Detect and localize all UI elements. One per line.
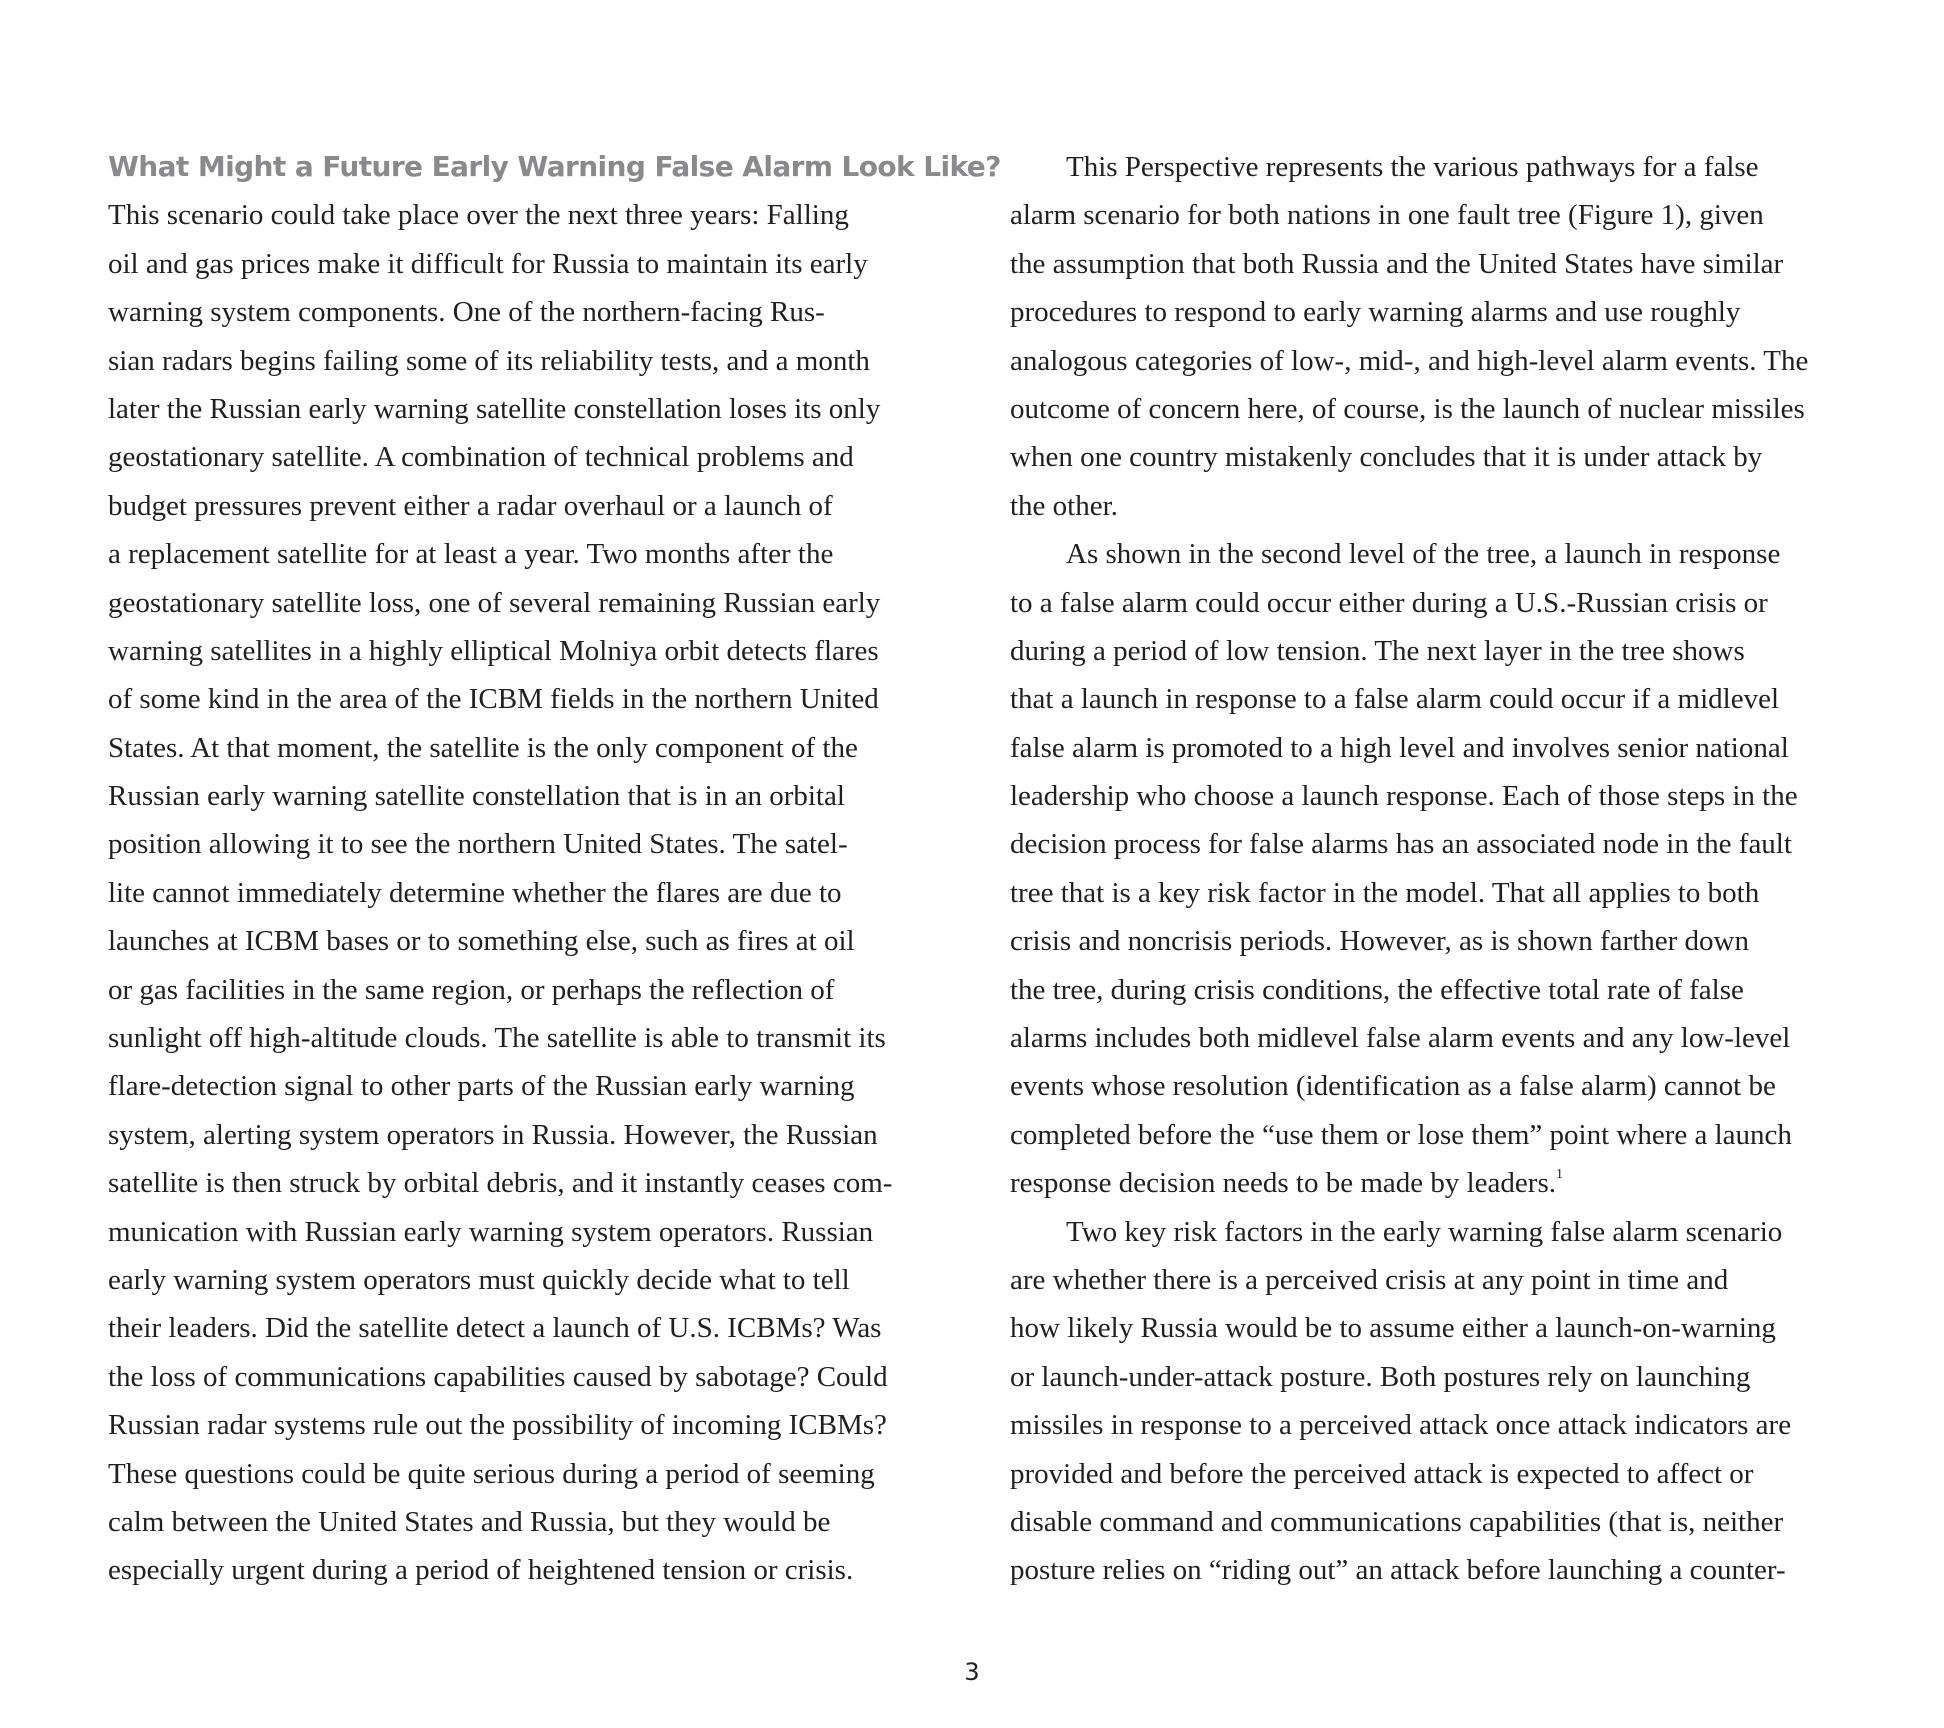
text-line: outcome of concern here, of course, is the launch of nuclear missiles <box>1010 392 1805 425</box>
text-line: the tree, during crisis conditions, the effective total rate of false <box>1010 973 1744 1006</box>
text-line: especially urgent during a period of heightened tension or crisis. <box>108 1554 854 1587</box>
right-column <box>1010 143 1856 1595</box>
text-line: warning system components. One of the northern-facing Rus- <box>108 296 825 329</box>
text-line: munication with Russian early warning system operators. Russian <box>108 1215 874 1248</box>
text-line: later the Russian early warning satellite constellation loses its only <box>108 392 881 425</box>
text-line: false alarm is promoted to a high level and involves senior national <box>1010 731 1789 764</box>
text-line: oil and gas prices make it difficult for Russia to maintain its early <box>108 247 868 280</box>
text-line: that a launch in response to a false alarm could occur if a midlevel <box>1010 683 1780 716</box>
text-line: satellite is then struck by orbital debris, and it instantly ceases com- <box>108 1167 893 1200</box>
paragraph-tree-levels <box>1010 530 1856 1207</box>
text-line: posture relies on “riding out” an attack before launching a counter- <box>1010 1554 1786 1587</box>
text-line: are whether there is a perceived crisis at any point in time and <box>1010 1263 1729 1296</box>
text-line: warning satellites in a highly elliptical Molniya orbit detects flares <box>108 634 879 667</box>
text-line: provided and before the perceived attack is expected to affect or <box>1010 1457 1754 1490</box>
text-line: to a false alarm could occur either during a U.S.-Russian crisis or <box>1010 586 1768 619</box>
text-line: position allowing it to see the northern United States. The satel- <box>108 828 848 861</box>
text-line: lite cannot immediately determine whether the flares are due to <box>108 876 842 909</box>
text-line: the other. <box>1010 489 1118 522</box>
text-line: of some kind in the area of the ICBM fields in the northern United <box>108 683 879 716</box>
paragraph-risk-factors <box>1010 1208 1856 1595</box>
text-line: system, alerting system operators in Russia. However, the Russian <box>108 1118 878 1151</box>
text-line: Two key risk factors in the early warning false alarm scenario <box>1066 1215 1783 1248</box>
footnote-reference[interactable]: 1 <box>1556 1167 1563 1183</box>
text-line: or launch-under-attack posture. Both postures rely on launching <box>1010 1360 1751 1393</box>
text-line: flare-detection signal to other parts of the Russian early warning <box>108 1070 855 1103</box>
text-line: sian radars begins failing some of its reliability tests, and a month <box>108 344 870 377</box>
text-line: As shown in the second level of the tree, a launch in response <box>1066 538 1781 571</box>
left-column <box>108 143 1001 1595</box>
text-line: This scenario could take place over the next three years: Falling <box>108 199 849 232</box>
text-line: early warning system operators must quickly decide what to tell <box>108 1263 850 1296</box>
text-line: their leaders. Did the satellite detect a launch of U.S. ICBMs? Was <box>108 1312 882 1345</box>
text-line: crisis and noncrisis periods. However, as is shown farther down <box>1010 925 1749 958</box>
text-line <box>1010 1159 1856 1207</box>
text-line: States. At that moment, the satellite is the only component of the <box>108 731 858 764</box>
text-line: Russian radar systems rule out the possibility of incoming ICBMs? <box>108 1409 887 1442</box>
text-line: procedures to respond to early warning alarms and use roughly <box>1010 296 1741 329</box>
text-line: alarms includes both midlevel false alarm events and any low-level <box>1010 1022 1791 1055</box>
text-line: leadership who choose a launch response. Each of those steps in the <box>1010 780 1798 813</box>
text-line: a replacement satellite for at least a year. Two months after the <box>108 538 834 571</box>
text-line: disable command and communications capabilities (that is, neither <box>1010 1505 1784 1538</box>
section-heading: What Might a Future Early Warning False Alarm Look Like? <box>108 150 1001 183</box>
text-line-content: response decision needs to be made by leaders. <box>1010 1167 1556 1200</box>
text-line: events whose resolution (identification as a false alarm) cannot be <box>1010 1070 1776 1103</box>
scenario-paragraph <box>108 191 948 1594</box>
paragraph-fault-tree <box>1010 143 1856 530</box>
text-line: geostationary satellite loss, one of several remaining Russian early <box>108 586 881 619</box>
text-line: decision process for false alarms has an associated node in the fault <box>1010 828 1792 861</box>
text-line: the assumption that both Russia and the United States have similar <box>1010 247 1784 280</box>
page-number: 3 <box>964 1658 980 1686</box>
text-line: how likely Russia would be to assume either a launch-on-warning <box>1010 1312 1776 1345</box>
text-line: budget pressures prevent either a radar overhaul or a launch of <box>108 489 833 522</box>
text-line: analogous categories of low-, mid-, and high-level alarm events. The <box>1010 344 1809 377</box>
text-line: or gas facilities in the same region, or perhaps the reflection of <box>108 973 835 1006</box>
text-line: Russian early warning satellite constellation that is in an orbital <box>108 780 845 813</box>
text-line: completed before the “use them or lose them” point where a launch <box>1010 1118 1792 1151</box>
text-line: when one country mistakenly concludes that it is under attack by <box>1010 441 1763 474</box>
text-line: missiles in response to a perceived attack once attack indicators are <box>1010 1409 1792 1442</box>
text-line: launches at ICBM bases or to something else, such as fires at oil <box>108 925 855 958</box>
text-line: These questions could be quite serious during a period of seeming <box>108 1457 875 1490</box>
text-line: geostationary satellite. A combination of technical problems and <box>108 441 854 474</box>
text-line: the loss of communications capabilities caused by sabotage? Could <box>108 1360 888 1393</box>
text-line: This Perspective represents the various pathways for a false <box>1066 151 1759 183</box>
text-line: alarm scenario for both nations in one fault tree (Figure 1), given <box>1010 199 1764 232</box>
text-line: tree that is a key risk factor in the model. That all applies to both <box>1010 876 1760 909</box>
text-line: during a period of low tension. The next layer in the tree shows <box>1010 634 1745 667</box>
text-line: calm between the United States and Russia, but they would be <box>108 1505 831 1538</box>
text-line: sunlight off high-altitude clouds. The satellite is able to transmit its <box>108 1022 886 1055</box>
